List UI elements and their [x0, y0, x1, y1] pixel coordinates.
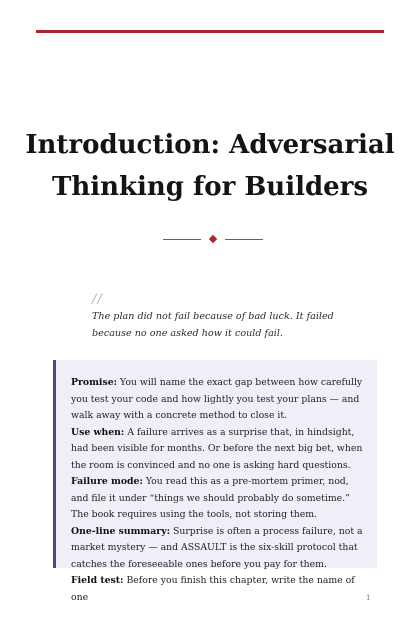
callout-text: Before you finish this chapter, write the name of one — [71, 575, 355, 603]
top-rule — [36, 30, 384, 33]
chapter-title: Introduction: Adversarial Thinking for Builders — [25, 130, 395, 202]
callout-label: Failure mode: — [71, 476, 143, 487]
callout-label: Field test: — [71, 575, 124, 586]
callout-text: A failure arrives as a surprise that, in hindsight, had been visible for months. Or before the next big bet, when the room is convinced and no one is asking hard questions. — [71, 426, 363, 471]
callout-text: You will name the exact gap between how carefully you test your code and how lightly you test your plans — and walk away with a concrete method to close it. — [71, 377, 363, 421]
callout-text: You read this as a pre-mortem primer, nod, and file it under “things we should probably do sometime.” The book requires using the tools, not storing them. — [71, 476, 350, 520]
callout-item-summary — [71, 524, 365, 574]
diamond-icon — [209, 235, 217, 243]
divider-line-right — [225, 239, 263, 240]
callout-text: Surprise is often a process failure, not a market mystery — and ASSAULT is the six-skill protocol that catches the foreseeable ones before you pay for them. — [71, 525, 363, 570]
callout-label: Use when: — [71, 426, 125, 438]
page-number: 1 — [366, 594, 371, 602]
callout-label: One-line summary: — [71, 525, 171, 537]
title-divider-ornament — [0, 232, 420, 246]
callout-label: Promise: — [71, 377, 118, 388]
epigraph: The plan did not fail because of bad luck. It failed because no one asked how it could fail. — [92, 311, 334, 339]
divider-line-left — [163, 239, 201, 240]
summary-callout — [53, 360, 377, 603]
callout-item-promise — [71, 375, 365, 425]
callout-item-use-when — [71, 425, 365, 475]
quote-mark-icon: // — [92, 292, 103, 307]
callout-item-failure-mode — [71, 474, 365, 524]
callout-item-field-test — [71, 573, 365, 606]
